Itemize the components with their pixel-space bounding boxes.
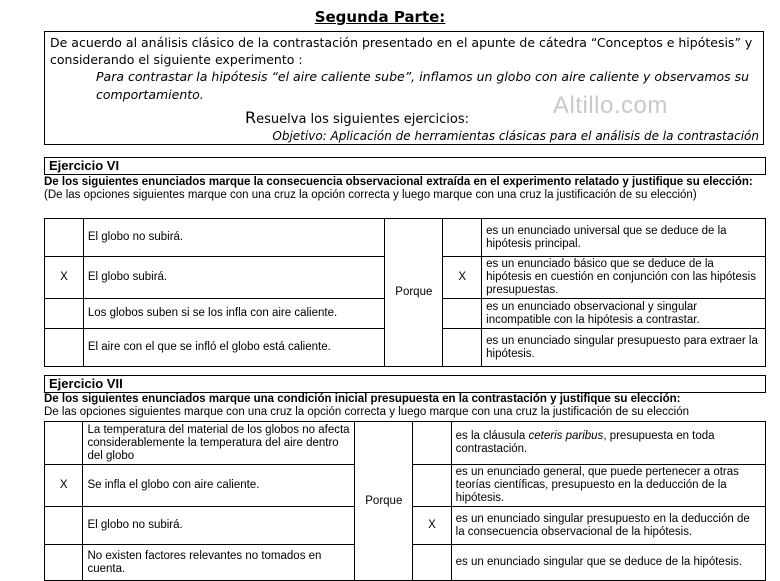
option-checkbox[interactable] [45, 219, 84, 257]
justification-checkbox[interactable] [443, 329, 482, 367]
justification-text: es un enunciado singular presupuesto en la deducción de la consecuencia observacional de la hipótesis. [451, 507, 765, 545]
justification-text-start: es la cláusula [455, 430, 529, 442]
table-row [45, 219, 766, 257]
option-text: Se infla el globo con aire caliente. [83, 465, 355, 507]
justification-text-end: , presupuesta en toda contrastación. [455, 430, 715, 455]
justification-text: es un enunciado universal que se deduce de la hipótesis principal. [482, 219, 766, 257]
porque-label: Porque [355, 422, 413, 581]
option-checkbox[interactable] [45, 329, 84, 367]
intro-box [44, 31, 764, 145]
option-text: El globo no subirá. [83, 507, 355, 545]
exercise7-question-instructions: De las opciones siguientes marque con una cruz la opción correcta y luego marque con una cruz la justificación de su elección [44, 406, 689, 418]
porque-label: Porque [385, 219, 443, 367]
ceteris-paribus-term: ceteris paribus [528, 430, 604, 442]
intro-paragraph: De acuerdo al análisis clásico de la contrastación presentado en el apunte de cátedra “Conceptos e hipótesis” y considerando el siguiente experimento : [50, 35, 753, 67]
option-text: El globo no subirá. [83, 219, 385, 257]
option-checkbox[interactable]: X [45, 465, 83, 507]
justification-checkbox[interactable] [443, 299, 482, 329]
option-text: No existen factores relevantes no tomados en cuenta. [83, 545, 355, 581]
resolve-heading [245, 108, 469, 127]
exercise7-question [44, 393, 774, 419]
option-checkbox[interactable] [45, 422, 83, 465]
resolve-rest: esuelva los siguientes ejercicios: [256, 112, 470, 127]
justification-checkbox[interactable] [443, 219, 482, 257]
option-text: El globo subirá. [83, 257, 385, 299]
exercise7-title: Ejercicio VII [44, 375, 766, 393]
justification-text: es un enunciado singular presupuesto para extraer la hipótesis. [482, 329, 766, 367]
justification-text: es un enunciado singular que se deduce de la hipótesis. [451, 545, 765, 581]
option-text: El aire con el que se infló el globo está caliente. [83, 329, 385, 367]
resolve-initial: R [245, 108, 257, 127]
justification-text: es un enunciado general, que puede pertenecer a otras teorías científicas, presupuesto en la deducción de la hipótesis. [451, 465, 765, 507]
exercise6-table [44, 218, 766, 367]
exercise6-question-bold: De los siguientes enunciados marque la consecuencia observacional extraída en el experimento relatado y justifique su elección: [44, 176, 753, 188]
justification-checkbox[interactable]: X [443, 257, 482, 299]
option-checkbox[interactable] [45, 545, 83, 581]
table-row [45, 422, 766, 465]
exercise7-question-bold: De los siguientes enunciados marque una condición inicial presupuesta en la contrastación y justifique su elección: [44, 393, 681, 405]
justification-text [451, 422, 765, 465]
section-heading: Segunda Parte: [314, 8, 446, 26]
exercise6-question-instructions: (De las opciones siguientes marque con una cruz la opción correcta y luego marque con una cruz la justificación de su elección) [44, 189, 697, 201]
option-checkbox[interactable] [45, 299, 84, 329]
exercise6-title: Ejercicio VI [44, 157, 766, 175]
option-text: La temperatura del material de los globos no afecta considerablemente la temperatura del aire dentro del globo [83, 422, 355, 465]
watermark-logo: Altillo.com [553, 92, 668, 119]
option-checkbox[interactable] [45, 507, 83, 545]
justification-text: es un enunciado observacional y singular incompatible con la hipótesis a contrastar. [482, 299, 766, 329]
justification-checkbox[interactable] [413, 422, 451, 465]
justification-checkbox[interactable]: X [413, 507, 451, 545]
experiment-description: Para contrastar la hipótesis “el aire caliente sube”, inflamos un globo con aire caliente y observamos su comportamiento. [96, 69, 750, 102]
exercise7-table [44, 421, 766, 581]
justification-checkbox[interactable] [413, 465, 451, 507]
exercise6-question [44, 176, 774, 202]
option-checkbox[interactable]: X [45, 257, 84, 299]
option-text: Los globos suben si se los infla con aire caliente. [83, 299, 385, 329]
justification-text: es un enunciado básico que se deduce de la hipótesis en cuestión en conjunción con las hipótesis presupuestas. [482, 257, 766, 299]
justification-checkbox[interactable] [413, 545, 451, 581]
objective-text: Objetivo: Aplicación de herramientas clásicas para el análisis de la contrastación [272, 129, 759, 143]
